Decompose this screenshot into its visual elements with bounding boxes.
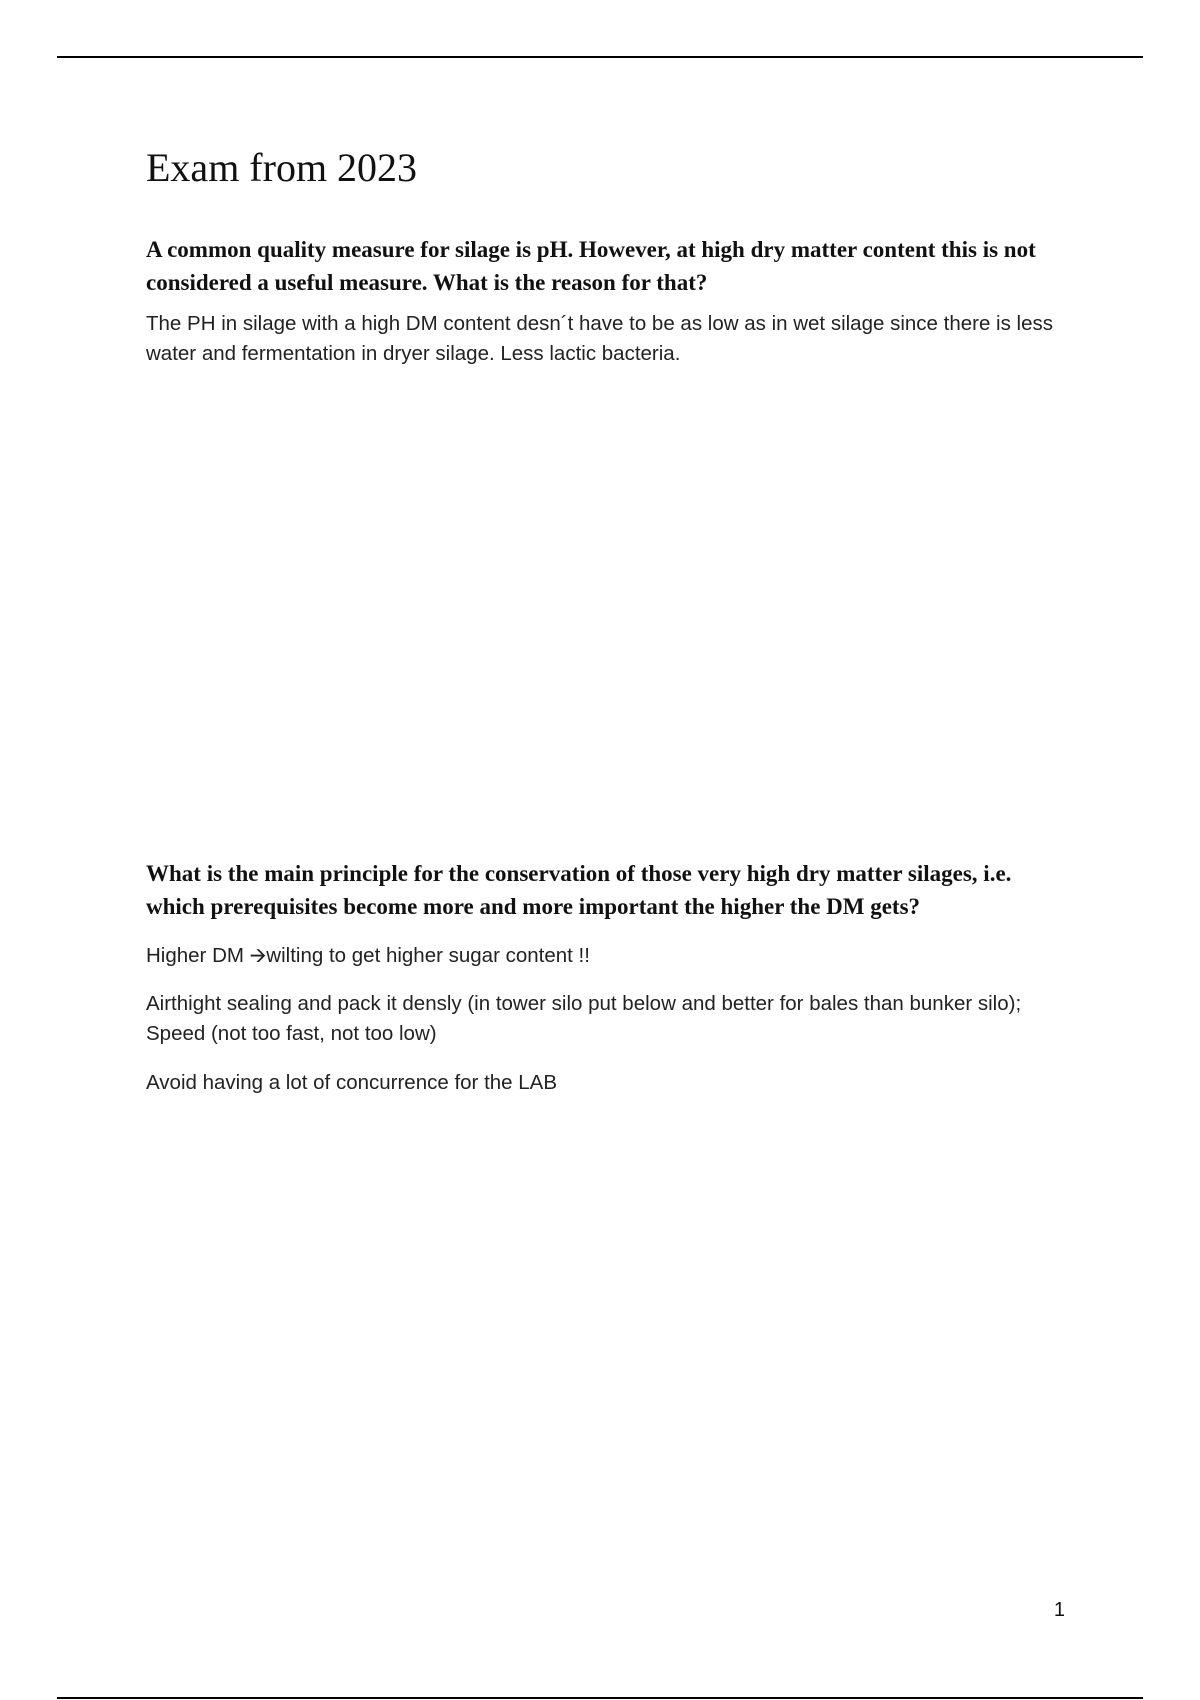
page-number: 1 <box>1053 1599 1065 1621</box>
answer-2-line-1: Higher DM 🡪wilting to get higher sugar content !! <box>146 944 590 967</box>
header-rule <box>57 56 1143 58</box>
answer-2-line-3: Avoid having a lot of concurrence for the LAB <box>146 1071 558 1094</box>
question-1: A common quality measure for silage is pH. However, at high dry matter content this is not considered a useful measure. What is the reason for that? <box>146 237 1036 295</box>
question-2: What is the main principle for the conservation of those very high dry matter silages, i.e. which prerequisites become more and more important the higher the DM gets? <box>146 861 1012 919</box>
footer-rule <box>57 1697 1143 1699</box>
answer-1: The PH in silage with a high DM content desn´t have to be as low as in wet silage since there is less water and fermentation in dryer silage. Less lactic bacteria. <box>146 312 1054 365</box>
page-title: Exam from 2023 <box>146 145 418 190</box>
answer-2-line-2: Airthight sealing and pack it densly (in tower silo put below and better for bales than bunker silo); Speed (not too fast, not too low) <box>146 992 1022 1045</box>
